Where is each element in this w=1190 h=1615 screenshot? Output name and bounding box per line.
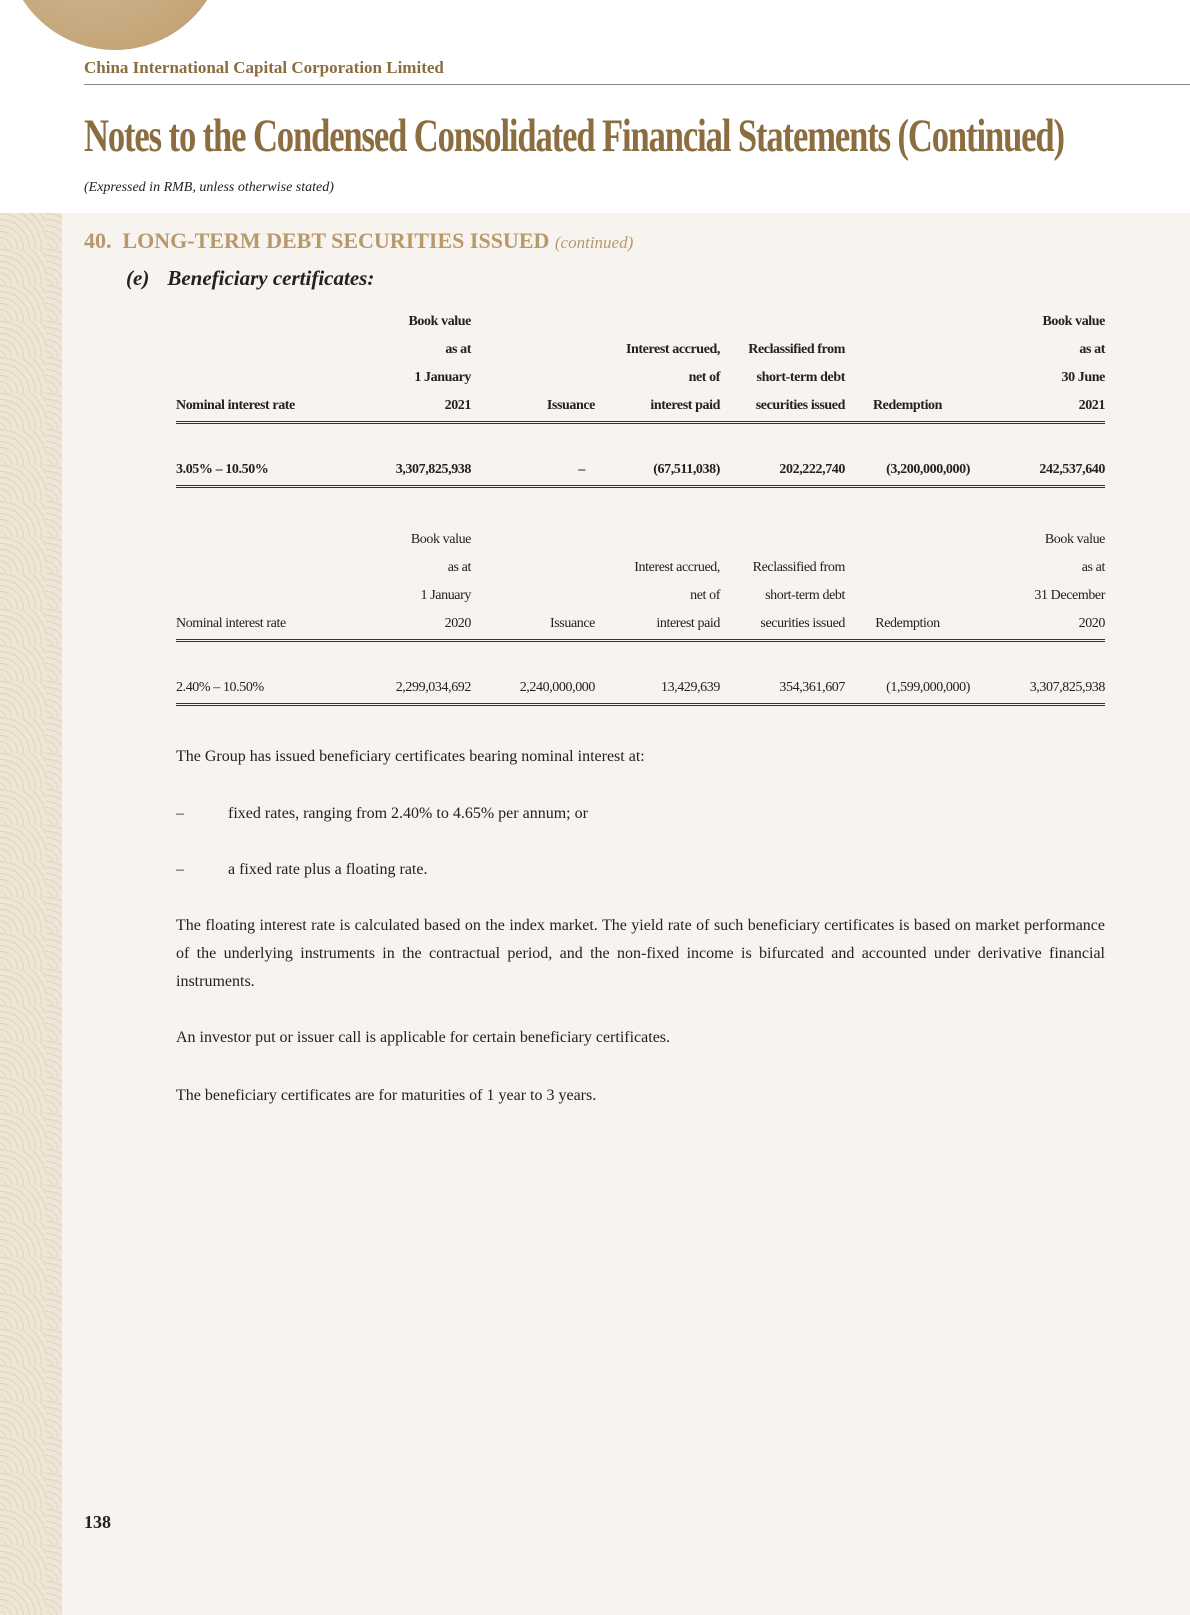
subsection-title: Beneficiary certificates:: [167, 266, 375, 290]
paragraph-intro: The Group has issued beneficiary certificates bearing nominal interest at:: [176, 748, 645, 765]
header-cell: Interest accrued,: [634, 560, 720, 575]
section-number: 40.: [84, 228, 112, 253]
header-cell: [720, 526, 845, 554]
header-row: [176, 582, 1105, 610]
header-cell: [471, 554, 595, 582]
header-cell: 1 January: [420, 588, 471, 603]
header-cell: as at: [445, 342, 471, 357]
table-cell: (67,511,038): [595, 456, 720, 486]
header-cell: Nominal interest rate: [176, 392, 361, 422]
header-cell: 30 June: [1061, 370, 1105, 385]
table-cell: 2.40% – 10.50%: [176, 674, 361, 704]
header-cell: Book value: [1042, 314, 1105, 329]
paragraph-put-call: An investor put or issuer call is applicable for certain beneficiary certificates.: [176, 1029, 671, 1046]
table-2021: [176, 308, 1105, 488]
header-cell: Issuance: [471, 610, 595, 640]
header-cell: short-term debt: [765, 588, 845, 603]
header-cell: [471, 336, 595, 364]
header-cell: [471, 308, 595, 336]
header-cell: Book value: [410, 532, 471, 547]
header-cell: interest paid: [595, 392, 720, 422]
header-cell: [845, 526, 970, 554]
header-cell: Interest accrued,: [625, 342, 720, 357]
header-cell: Reclassified from: [752, 560, 845, 575]
table-cell: 3.05% – 10.50%: [176, 456, 361, 486]
bullet-dash: –: [176, 861, 184, 878]
header-cell: Book value: [408, 314, 471, 329]
spacer-row: [176, 640, 1105, 674]
header-cell: Reclassified from: [748, 342, 845, 357]
header-cell: Redemption: [845, 392, 970, 422]
decorative-circle: [5, 0, 225, 50]
header-cell: Issuance: [471, 392, 595, 422]
header-cell: [471, 526, 595, 554]
header-cell: [845, 582, 970, 610]
bullet-1: [176, 800, 1105, 828]
section-continued: (continued): [554, 233, 634, 252]
header-cell: [845, 308, 970, 336]
header-cell: net of: [688, 370, 720, 385]
header-cell: 31 December: [1034, 588, 1105, 603]
header-row: [176, 308, 1105, 336]
header-cell: [595, 526, 720, 554]
header-cell: [471, 582, 595, 610]
header-cell: as at: [447, 560, 471, 575]
table-cell: 2,240,000,000: [471, 674, 595, 704]
bullet-text: a fixed rate plus a floating rate.: [228, 861, 428, 878]
header-cell: [720, 308, 845, 336]
header-cell: [176, 554, 361, 582]
header-row: [176, 526, 1105, 554]
paragraph-floating-rate: The floating interest rate is calculated based on the index market. The yield rate of such beneficiary certificates is based on market performance of the underlying instruments in the contractual period, and the non-fixed income is bifurcated and accounted under derivative financial instruments.: [176, 917, 1105, 990]
header-cell: [471, 364, 595, 392]
section-heading: [84, 228, 633, 254]
table-cell: 2,299,034,692: [361, 674, 471, 704]
header-cell: [845, 364, 970, 392]
bullet-2: [176, 856, 1105, 884]
table-cell: 354,361,607: [720, 674, 845, 704]
header-row: [176, 554, 1105, 582]
header-row: [176, 610, 1105, 640]
header-row: [176, 364, 1105, 392]
table-cell: (1,599,000,000): [845, 674, 970, 704]
header-cell: [176, 336, 361, 364]
header-cell: Redemption: [845, 610, 970, 640]
page-title: Notes to the Condensed Consolidated Financial Statements (Continued): [84, 110, 1064, 162]
table-cell: 242,537,640: [970, 456, 1105, 486]
spacer-row: [176, 422, 1105, 456]
section-title: LONG-TERM DEBT SECURITIES ISSUED: [122, 228, 550, 253]
header-cell: as at: [1079, 342, 1105, 357]
header-cell: [176, 526, 361, 554]
table-cell: 3,307,825,938: [361, 456, 471, 486]
table-cell: 13,429,639: [595, 674, 720, 704]
header-cell: securities issued: [720, 610, 845, 640]
header-cell: [845, 554, 970, 582]
table-cell: –: [471, 456, 595, 486]
table-row: [176, 674, 1105, 704]
bullet-text: fixed rates, ranging from 2.40% to 4.65% per annum; or: [228, 805, 588, 822]
decorative-pattern-strip: [0, 213, 62, 1615]
header-cell: net of: [690, 588, 720, 603]
header-cell: [176, 308, 361, 336]
table-row: [176, 456, 1105, 486]
header-cell: 2021: [361, 392, 471, 422]
subsection-heading: [126, 266, 374, 291]
page-subtitle: (Expressed in RMB, unless otherwise stated): [84, 180, 334, 195]
table-cell: 3,307,825,938: [970, 674, 1105, 704]
header-cell: [176, 582, 361, 610]
header-cell: [845, 336, 970, 364]
header-cell: 2020: [970, 610, 1105, 640]
company-name: China International Capital Corporation Limited: [84, 58, 444, 77]
header-row: [176, 392, 1105, 422]
header-cell: 2020: [361, 610, 471, 640]
table-2020: [176, 526, 1105, 706]
table-cell: 202,222,740: [720, 456, 845, 486]
paragraph-maturities: The beneficiary certificates are for maturities of 1 year to 3 years.: [176, 1087, 597, 1104]
header-divider: [84, 84, 1190, 85]
header-cell: 1 January: [414, 370, 471, 385]
bullet-dash: –: [176, 805, 184, 822]
header-cell: short-term debt: [756, 370, 845, 385]
header-cell: 2021: [970, 392, 1105, 422]
header-cell: securities issued: [720, 392, 845, 422]
header-cell: as at: [1081, 560, 1105, 575]
header-cell: Book value: [1044, 532, 1105, 547]
header-cell: [595, 308, 720, 336]
table-cell: (3,200,000,000): [845, 456, 970, 486]
header-cell: Nominal interest rate: [176, 610, 361, 640]
header-row: [176, 336, 1105, 364]
page-number: 138: [84, 1512, 111, 1532]
header-cell: [176, 364, 361, 392]
header-cell: interest paid: [595, 610, 720, 640]
subsection-label: (e): [126, 266, 150, 290]
